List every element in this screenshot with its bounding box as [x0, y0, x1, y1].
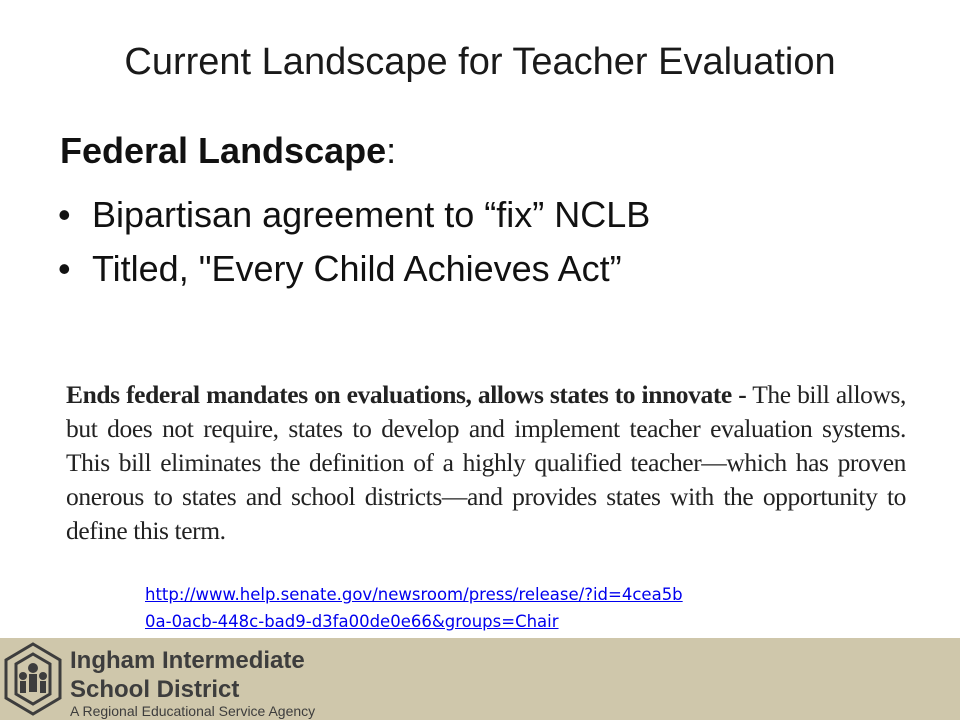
source-link-line2[interactable]: 0a-0acb-448c-bad9-d3fa00de0e66&groups=Chair [145, 612, 559, 631]
bullet-item [58, 188, 650, 242]
source-link-line1[interactable]: http://www.help.senate.gov/newsroom/press/release/?id=4cea5b [145, 585, 683, 604]
iisd-logo-icon [2, 640, 64, 718]
bullet-text: Bipartisan agreement to “fix” NCLB [92, 194, 651, 235]
quoted-excerpt-body: The bill allows, but does not require, states to develop and implement teacher evaluation systems. This bill eliminates the definition of a highly qualified teacher—which has proven onerous to states and school districts—and provides states with the opportunity to define this term. [66, 380, 906, 545]
bullet-item [58, 242, 650, 296]
org-name-line1: Ingham Intermediate [70, 647, 305, 674]
quoted-excerpt [66, 378, 906, 548]
section-heading-bold: Federal Landscape [60, 130, 387, 171]
section-heading [60, 128, 396, 174]
source-link[interactable] [145, 581, 683, 635]
bullet-text: Titled, "Every Child Achieves Act” [92, 248, 622, 289]
bullet-glyph: • [58, 248, 71, 289]
org-tagline: A Regional Educational Service Agency [70, 703, 316, 719]
quoted-excerpt-heading: Ends federal mandates on evaluations, allows states to innovate - [66, 380, 747, 409]
section-heading-colon: : [386, 130, 397, 171]
org-name-line2: School District [70, 676, 240, 703]
org-name [70, 646, 305, 704]
slide-title: Current Landscape for Teacher Evaluation [124, 41, 836, 83]
bullet-glyph: • [58, 194, 71, 235]
bullet-list [58, 188, 650, 296]
